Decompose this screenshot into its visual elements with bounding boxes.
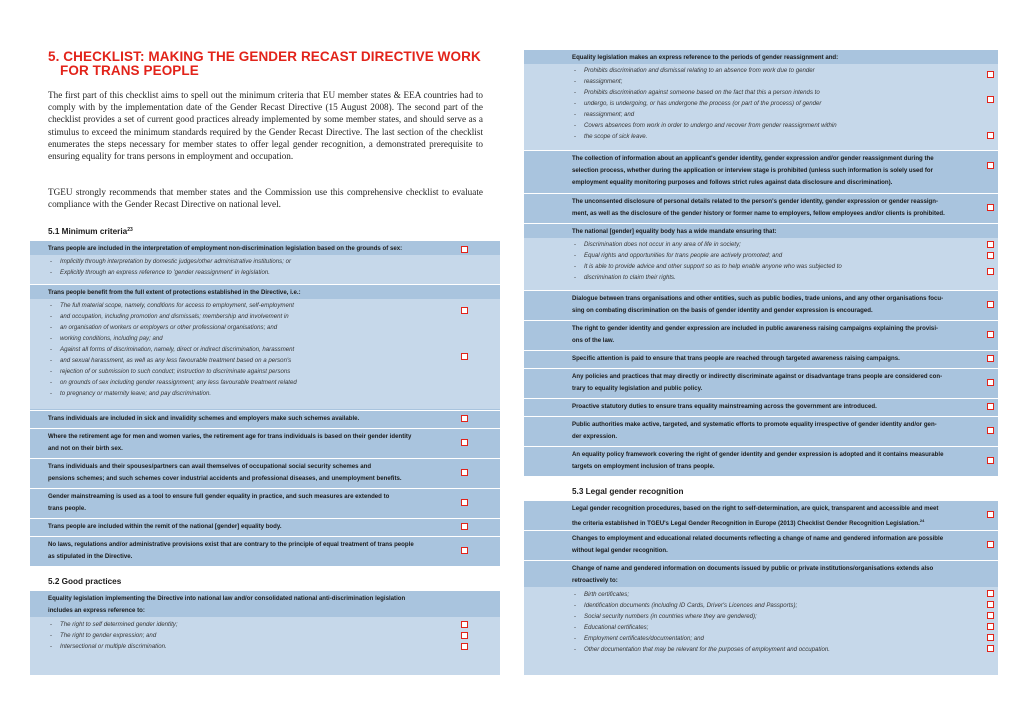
title-line-2: FOR TRANS PEOPLE: [60, 63, 199, 78]
row-text: employment equality monitoring purposes and follows strict rules against data disclosure and discrimination).: [572, 179, 893, 186]
list-item: - Prohibits discrimination and dismissal relating to an absence from work due to gender: [524, 65, 998, 76]
checkbox[interactable]: [987, 612, 994, 619]
row-text: includes an express reference to:: [48, 607, 145, 614]
checklist-row: [30, 591, 500, 675]
checkbox[interactable]: [461, 621, 468, 628]
list-item: - Equal rights and opportunities for trans people are actively promoted; and: [524, 250, 998, 261]
row-text: Public authorities make active, targeted, and systematic efforts to promote equality irrespective of gender identity and/or gen-: [572, 421, 937, 428]
row-text: the criteria established in TGEU's Legal Gender Recognition in Europe (2013) Checklist Gender Recognition Legislation.: [572, 520, 920, 528]
checklist-row: [30, 411, 500, 428]
checklist-row: [30, 285, 500, 410]
list-item: - Educational certificates;: [524, 622, 998, 633]
checkbox[interactable]: [461, 547, 468, 554]
checkbox[interactable]: [461, 246, 468, 253]
checkbox[interactable]: [461, 499, 468, 506]
row-text: The collection of information about an applicant's gender identity, gender expression and/or gender reassignment during the: [572, 155, 934, 162]
checklist-row: [524, 531, 998, 560]
list-item: - an organisation of workers or employers or other professional organisations; and: [30, 322, 500, 333]
intro-paragraph-2: TGEU strongly recommends that member states and the Commission use this comprehensive checklist to evaluate compliance with the Gender Recast Directive on national level.: [48, 187, 483, 210]
subheading-legal-gender-recognition: 5.3 Legal gender recognition: [572, 487, 684, 496]
row-text: Trans individuals and their spouses/partners can avail themselves of occupational social security schemes and: [48, 463, 372, 470]
row-text: selection process, whether during the application or interview stage is prohibited (unless such information is solely used for: [572, 167, 933, 174]
checklist-row: [524, 50, 998, 150]
list-item: - and sexual harassment, as well as any less favourable treatment based on a person's: [30, 355, 500, 366]
intro-paragraph-1: The first part of this checklist aims to spell out the minimum criteria that EU member states & EEA countries had to comply with by the implementation date of the Gender Recast Directive (15 August 2008). The second part of the checklist provides a set of current good practices already implemented by some member states, and should serve as a stimulus to exceed the minimum standards required by the Gender Recast Directive. The last section of the checklist enumerates the steps necessary for member states to offer legal gender recognition, a demonstrated prerequisite to ensuring equality for trans persons in employment and occupation.: [48, 90, 483, 162]
row-text: and not on their birth sex.: [48, 445, 123, 452]
row-text: retroactively to:: [572, 577, 618, 584]
checkbox[interactable]: [987, 204, 994, 211]
footnote-marker: 24: [919, 518, 925, 523]
checkbox[interactable]: [987, 403, 994, 410]
list-item: - Covers absences from work in order to undergo and recover from gender reassignment within: [524, 120, 998, 131]
checklist-row: [524, 369, 998, 398]
row-text: Trans people benefit from the full extent of protections established in the Directive, i.e.:: [48, 289, 301, 296]
checkbox[interactable]: [987, 634, 994, 641]
checkbox[interactable]: [461, 439, 468, 446]
checkbox[interactable]: [987, 162, 994, 169]
list-item: - Other documentation that may be relevant for the purposes of employment and occupation.: [524, 644, 998, 655]
list-item: - Discrimination does not occur in any area of life in society;: [524, 239, 998, 250]
checkbox[interactable]: [987, 331, 994, 338]
checkbox[interactable]: [987, 623, 994, 630]
row-text: sing on combating discrimination on the basis of gender identity and gender expression is encouraged.: [572, 307, 873, 314]
checkbox[interactable]: [987, 541, 994, 548]
row-text: Gender mainstreaming is used as a tool to ensure full gender equality in practice, and such measures are extended to: [48, 493, 390, 500]
checklist-row: [524, 321, 998, 350]
checkbox[interactable]: [987, 355, 994, 362]
checklist-row: [30, 519, 500, 536]
row-text: Trans individuals are included in sick and invalidity schemes and employers make such schemes available.: [48, 415, 360, 422]
checklist-row: [30, 537, 500, 566]
list-item: - reassignment;: [524, 76, 998, 87]
subheading-minimum-criteria: 5.1 Minimum criteria$^{23}$: [48, 227, 133, 236]
checklist-row: [30, 241, 500, 284]
list-item: - rejection of or submission to such conduct; instruction to discriminate against persons: [30, 366, 500, 377]
checkbox[interactable]: [461, 415, 468, 422]
list-item: - Explicitly through an express reference to 'gender reassignment' in legislation.: [30, 267, 500, 278]
list-item: - Implicitly through interpretation by domestic judges/other administrative institutions; or: [30, 256, 500, 267]
list-item: - The right to self determined gender identity;: [30, 619, 500, 630]
subheading-good-practices: 5.2 Good practices: [48, 577, 122, 586]
checkbox[interactable]: [987, 601, 994, 608]
left-column: [30, 0, 500, 724]
checklist-row: [30, 459, 500, 488]
row-text: der expression.: [572, 433, 618, 440]
row-text: The unconsented disclosure of personal details related to the person's gender identity, gender expression or gender reassign-: [572, 198, 939, 205]
list-item: - Against all forms of discrimination, namely, direct or indirect discrimination, harassment: [30, 344, 500, 355]
row-text: Trans people are included in the interpretation of employment non-discrimination legislation based on the grounds of sex:: [48, 245, 403, 252]
checkbox[interactable]: [461, 643, 468, 650]
checkbox[interactable]: [987, 457, 994, 464]
checklist-row: [524, 501, 998, 530]
checkbox[interactable]: [987, 427, 994, 434]
row-text: Specific attention is paid to ensure that trans people are reached through targeted awareness raising campaigns.: [572, 355, 900, 362]
checklist-row: [524, 447, 998, 476]
checkbox[interactable]: [461, 307, 468, 314]
list-item: - Prohibits discrimination against someone based on the fact that this a person intends to: [524, 87, 998, 98]
checklist-row: [524, 417, 998, 446]
checklist-row: [524, 351, 998, 368]
checklist-row: [30, 429, 500, 458]
checkbox[interactable]: [987, 96, 994, 103]
row-text: Legal gender recognition procedures, based on the right to self-determination, are quick, transparent and accessible and meet: [572, 505, 939, 512]
list-item: - reassignment; and: [524, 109, 998, 120]
list-item: - on grounds of sex including gender reassignment; any less favourable treatment related: [30, 377, 500, 388]
right-column: [524, 0, 998, 724]
row-text: trary to equality legislation and public policy.: [572, 385, 703, 392]
list-item: - It is able to provide advice and other support so as to help enable anyone who was subjected to: [524, 261, 998, 272]
row-text: as stipulated in the Directive.: [48, 553, 133, 560]
checkbox[interactable]: [461, 353, 468, 360]
checkbox[interactable]: [987, 71, 994, 78]
checkbox[interactable]: [987, 301, 994, 308]
list-item: - Social security numbers (in countries where they are gendered);: [524, 611, 998, 622]
list-item: - The full material scope, namely, conditions for access to employment, self-employment: [30, 300, 500, 311]
row-text: ment, as well as the disclosure of the gender history or former name to employers, fellow employees and/or clients is prohibited.: [572, 210, 945, 217]
checklist-row: [524, 291, 998, 320]
row-text: The right to gender identity and gender expression are included in public awareness raising campaigns explaining the provisi-: [572, 325, 939, 332]
list-item: - discrimination to claim their rights.: [524, 272, 998, 283]
checklist-row: [524, 224, 998, 290]
row-text: No laws, regulations and/or administrative provisions exist that are contrary to the principle of equal treatment of trans people: [48, 541, 414, 548]
list-item: - undergo, is undergoing, or has undergone the process (or part of the process) of gender: [524, 98, 998, 109]
list-item: - Birth certificates;: [524, 589, 998, 600]
list-item: - Intersectional or multiple discrimination.: [30, 641, 500, 652]
row-text: Equality legislation implementing the Directive into national law and/or consolidated national anti-discrimination legislation: [48, 595, 406, 602]
list-item: - working conditions, including pay; and: [30, 333, 500, 344]
checkbox[interactable]: [987, 590, 994, 597]
row-text: ons of the law.: [572, 337, 615, 344]
row-text: Where the retirement age for men and women varies, the retirement age for trans individuals is based on their gender identity: [48, 433, 412, 440]
checkbox[interactable]: [987, 132, 994, 139]
row-text: The national [gender] equality body has a wide mandate ensuring that:: [572, 228, 777, 235]
checkbox[interactable]: [461, 523, 468, 530]
row-text: targets on employment inclusion of trans people.: [572, 463, 715, 470]
row-text: without legal gender recognition.: [572, 547, 668, 554]
section-title: [48, 50, 488, 78]
checkbox[interactable]: [987, 645, 994, 652]
list-item: - the scope of sick leave.: [524, 131, 998, 142]
checkbox[interactable]: [987, 252, 994, 259]
list-item: - to pregnancy or maternity leave; and pay discrimination.: [30, 388, 500, 399]
title-line-1: 5. CHECKLIST: MAKING THE GENDER RECAST DIRECTIVE WORK: [48, 49, 481, 64]
checklist-row: [524, 194, 998, 223]
row-text: pensions schemes; and such schemes cover industrial accidents and professional diseases, and unemployment benefits.: [48, 475, 402, 482]
checkbox[interactable]: [461, 469, 468, 476]
checklist-row: [30, 489, 500, 518]
list-item: - and occupation, including promotion and dismissals; membership and involvement in: [30, 311, 500, 322]
checklist-row: [524, 561, 998, 675]
row-text: Equality legislation makes an express reference to the periods of gender reassignment and:: [572, 54, 839, 61]
checkbox[interactable]: [987, 511, 994, 518]
list-item: - The right to gender expression; and: [30, 630, 500, 641]
checkbox[interactable]: [461, 632, 468, 639]
checklist-row: [524, 151, 998, 193]
checklist-row: [524, 399, 998, 416]
list-item: - Employment certificates/documentation; and: [524, 633, 998, 644]
list-item: - Identification documents (including ID Cards, Driver's Licences and Passports);: [524, 600, 998, 611]
checkbox[interactable]: [987, 268, 994, 275]
checkbox[interactable]: [987, 241, 994, 248]
row-text: Dialogue between trans organisations and other entities, such as public bodies, trade unions, and any other organisations focu-: [572, 295, 944, 302]
row-text: An equality policy framework covering the right of gender identity and gender expression is adopted and it contains measurable: [572, 451, 944, 458]
row-text: Trans people are included within the remit of the national [gender] equality body.: [48, 523, 282, 530]
checkbox[interactable]: [987, 379, 994, 386]
row-text: trans people.: [48, 505, 86, 512]
row-text: Changes to employment and educational related documents reflecting a change of name and gendered information are possible: [572, 535, 944, 542]
row-text: Any policies and practices that may directly or indirectly discriminate against or disadvantage trans people are considered con-: [572, 373, 943, 380]
row-text: Change of name and gendered information on documents issued by public or private institutions/organisations extends also: [572, 565, 934, 572]
row-text: Proactive statutory duties to ensure trans equality mainstreaming across the government are introduced.: [572, 403, 877, 410]
